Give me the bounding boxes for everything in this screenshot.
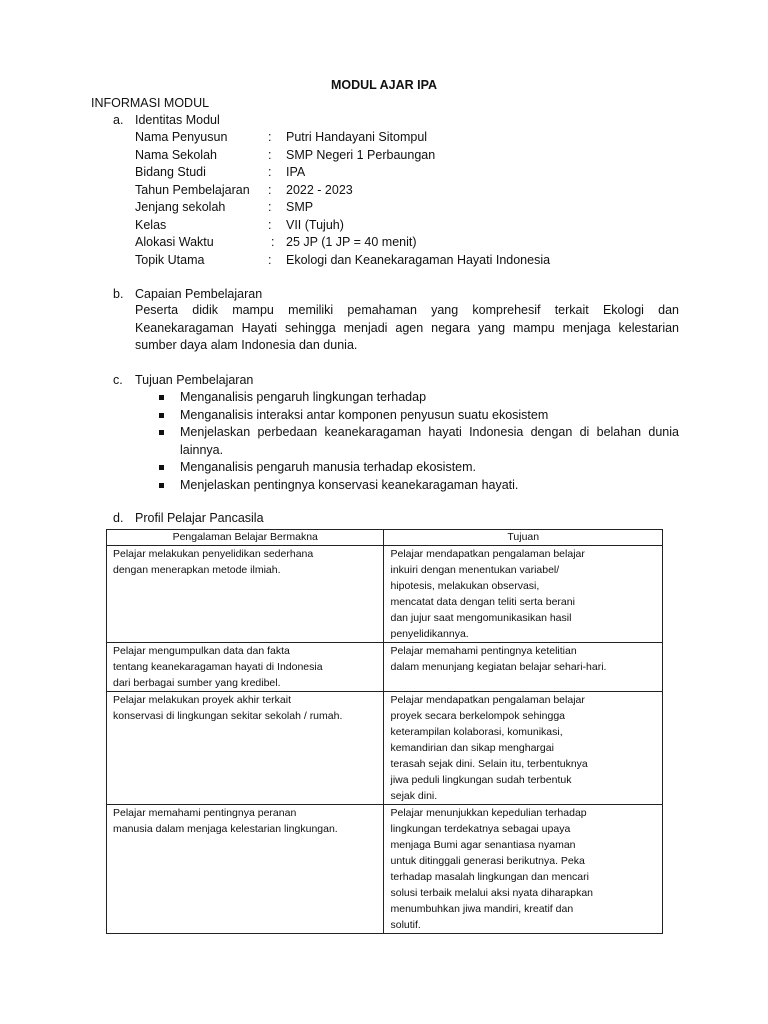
capaian-text: Peserta didik mampu memiliki pemahaman yang komprehesif terkait Ekologi dan Keanekaragaman Hayati sehingga menjadi agen negara yang mampu menjaga kelestarian sumber daya alam Indonesia dan dunia.	[135, 303, 679, 352]
identitas-colon: :	[268, 147, 272, 162]
column-header-pengalaman: Pengalaman Belajar Bermakna	[107, 530, 384, 546]
profil-marker: d.	[113, 511, 124, 525]
list-item: Menganalisis pengaruh manusia terhadap ekosistem.	[135, 459, 679, 477]
identitas-marker: a.	[113, 113, 124, 127]
identitas-value: IPA	[286, 165, 306, 179]
column-header-tujuan: Tujuan	[384, 530, 663, 546]
identitas-key: Kelas	[135, 217, 167, 232]
pengalaman-cell: Pelajar mengumpulkan data dan fakta tentang keanekaragaman hayati di Indonesia dari berbagai sumber yang kredibel.	[107, 643, 384, 692]
tujuan-heading: Tujuan Pembelajaran	[135, 373, 254, 387]
document-title: MODUL AJAR IPA	[330, 78, 438, 92]
identitas-colon: :	[268, 252, 272, 267]
bullet-square-icon	[159, 483, 164, 488]
tujuan-marker: c.	[113, 373, 123, 387]
table-row	[107, 546, 663, 643]
identitas-value: SMP	[286, 200, 314, 214]
section-heading: INFORMASI MODUL	[91, 96, 210, 110]
table-row	[107, 643, 663, 692]
table-row	[107, 692, 663, 805]
pengalaman-cell: Pelajar melakukan proyek akhir terkait konservasi di lingkungan sekitar sekolah / rumah.	[107, 692, 384, 805]
bullet-square-icon	[159, 413, 164, 418]
identitas-value: SMP Negeri 1 Perbaungan	[286, 147, 436, 162]
identitas-value: Ekologi dan Keanekaragaman Hayati Indonesia	[286, 252, 551, 267]
pengalaman-cell: Pelajar melakukan penyelidikan sederhana dengan menerapkan metode ilmiah.	[107, 546, 384, 643]
identitas-colon: :	[271, 235, 275, 249]
capaian-marker: b.	[113, 287, 124, 301]
identitas-value: VII (Tujuh)	[286, 217, 344, 232]
pengalaman-cell: Pelajar memahami pentingnya peranan manusia dalam menjaga kelestarian lingkungan.	[107, 805, 384, 934]
identitas-colon: :	[268, 182, 272, 197]
identitas-heading: Identitas Modul	[135, 113, 220, 127]
identitas-value: Putri Handayani Sitompul	[286, 130, 428, 144]
list-item: Menjelaskan pentingnya konservasi keanekaragaman hayati.	[135, 477, 679, 495]
bullet-square-icon	[159, 465, 164, 470]
identitas-key: Jenjang sekolah	[135, 200, 226, 214]
tujuan-cell: Pelajar memahami pentingnya ketelitian dalam menunjang kegiatan belajar sehari-hari.	[384, 643, 663, 692]
profil-heading: Profil Pelajar Pancasila	[135, 511, 264, 525]
identitas-key: Bidang Studi	[135, 165, 206, 179]
bullet-square-icon	[159, 395, 164, 400]
identitas-key: Tahun Pembelajaran	[135, 182, 250, 197]
bullet-square-icon	[159, 430, 164, 435]
identitas-colon: :	[268, 217, 272, 232]
table-header-row	[107, 530, 663, 546]
identitas-key: Alokasi Waktu	[135, 235, 214, 249]
list-item: Menjelaskan perbedaan keanekaragaman hayati Indonesia dengan di belahan dunia lainnya.	[135, 424, 679, 459]
tujuan-cell: Pelajar mendapatkan pengalaman belajar inkuiri dengan menentukan variabel/ hipotesis, melakukan observasi, mencatat data dengan teliti serta berani dan jujur saat mengomunikasikan hasil penyelidikannya.	[384, 546, 663, 643]
identitas-key: Topik Utama	[135, 252, 205, 267]
identitas-key: Nama Penyusun	[135, 130, 228, 144]
profil-table	[106, 529, 663, 934]
list-item: Menganalisis interaksi antar komponen penyusun suatu ekosistem	[135, 407, 679, 425]
table-row	[107, 805, 663, 934]
tujuan-list	[135, 389, 679, 494]
capaian-heading: Capaian Pembelajaran	[135, 287, 263, 301]
tujuan-cell: Pelajar menunjukkan kepedulian terhadap lingkungan terdekatnya sebagai upaya menjaga Bumi agar senantiasa nyaman untuk ditinggali generasi berikutnya. Peka terhadap masalah lingkungan dan mencari solusi terbaik melalui aksi nyata diharapkan menumbuhkan jiwa mandiri, kreatif dan solutif.	[384, 805, 663, 934]
list-item: Menganalisis pengaruh lingkungan terhadap	[135, 389, 679, 407]
identitas-colon: :	[268, 130, 272, 144]
identitas-colon: :	[268, 200, 272, 214]
identitas-value: 2022 - 2023	[286, 182, 353, 197]
tujuan-cell: Pelajar mendapatkan pengalaman belajar proyek secara berkelompok sehingga keterampilan kolaborasi, komunikasi, kemandirian dan sikap menghargai terasah sejak dini. Selain itu, terbentuknya jiwa peduli lingkungan sudah terbentuk sejak dini.	[384, 692, 663, 805]
identitas-key: Nama Sekolah	[135, 147, 217, 162]
identitas-value: 25 JP (1 JP = 40 menit)	[286, 235, 417, 249]
identitas-colon: :	[268, 165, 272, 179]
